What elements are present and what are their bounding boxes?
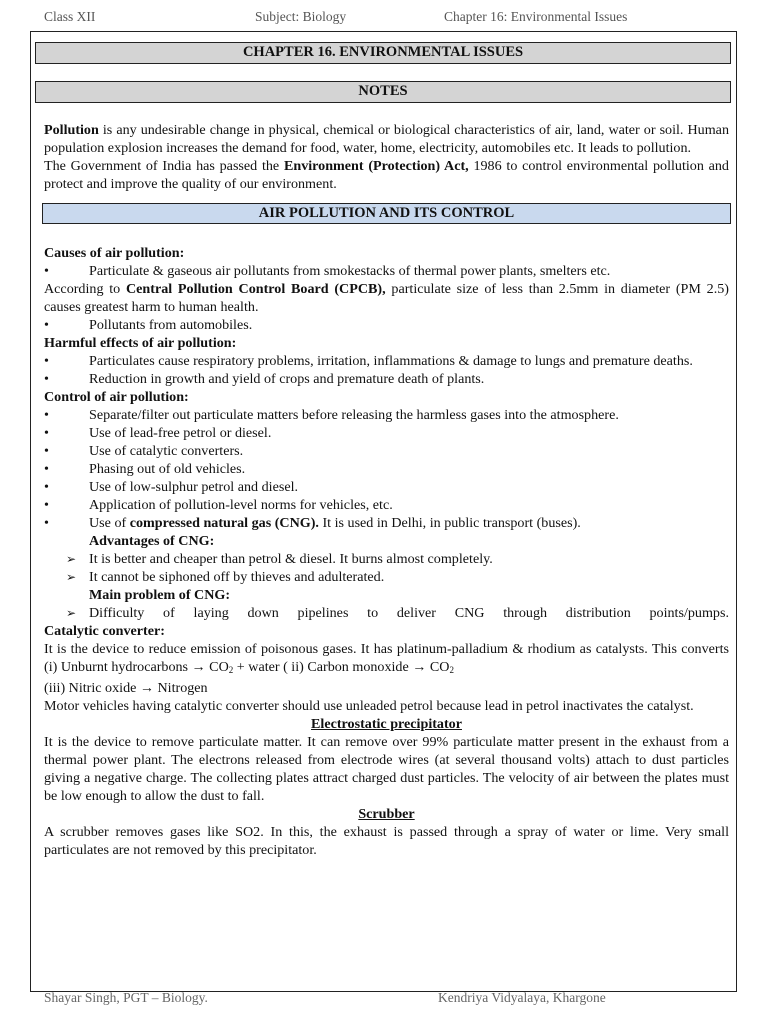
list-item: • Use of compressed natural gas (CNG). It is used in Delhi, in public transport (buses). <box>44 515 581 531</box>
harmful-effects-heading: Harmful effects of air pollution: <box>44 335 237 351</box>
list-item: • Phasing out of old vehicles. <box>44 461 246 477</box>
bullet-icon: • <box>44 497 49 513</box>
electrostatic-precipitator-text: It is the device to remove particulate matter. It can remove over 99% particulate matter present in the exhaust from a thermal power plant. The electrons released from electrode wires (at several thousand volts) attach to dust particles giving a negative charge. The collecting plates attract charged dust particles. The velocity of air between the plates must be low enough to allow the dust to fall. <box>44 734 729 804</box>
list-item: ➢ It cannot be siphoned off by thieves and adulterated. <box>66 569 385 585</box>
bullet-icon: • <box>44 263 49 279</box>
bullet-icon: • <box>44 371 49 387</box>
footer-school: Kendriya Vidyalaya, Khargone <box>438 990 606 1005</box>
list-item: • Application of pollution-level norms for vehicles, etc. <box>44 497 393 513</box>
list-item: • Use of lead-free petrol or diesel. <box>44 425 272 441</box>
list-item: • Particulate & gaseous air pollutants from smokestacks of thermal power plants, smelters etc. <box>44 263 611 279</box>
list-item: ➢ Difficulty of laying down pipelines to deliver CNG through distribution points/pumps. <box>66 605 729 621</box>
bullet-icon: • <box>44 353 49 369</box>
nitric-oxide-line: (iii) Nitric oxide → Nitrogen <box>44 680 208 696</box>
pollution-term: Pollution <box>44 122 99 138</box>
control-heading: Control of air pollution: <box>44 389 189 405</box>
catalytic-converter-text: It is the device to reduce emission of poisonous gases. It has platinum-palladium & rhodium as catalysts. This converts (i) Unburnt hydrocarbons → $CO_2$ + water ( ii) Carbon monoxide → $CO_2$ <box>44 641 729 675</box>
bullet-icon: • <box>44 479 49 495</box>
header-subject: Subject: Biology <box>255 9 347 24</box>
list-item: • Use of catalytic converters. <box>44 443 244 459</box>
bullet-icon: • <box>44 425 49 441</box>
scrubber-heading: Scrubber <box>358 806 415 822</box>
catalytic-converter-heading: Catalytic converter: <box>44 623 165 639</box>
header-class: Class XII <box>44 9 96 24</box>
list-item: • Separate/filter out particulate matters before releasing the harmless gases into the atmosphere. <box>44 407 619 423</box>
electrostatic-precipitator-heading: Electrostatic precipitator <box>311 716 462 732</box>
bullet-icon: • <box>44 443 49 459</box>
bullet-icon: • <box>44 461 49 477</box>
cng-problem-heading: Main problem of CNG: <box>89 587 231 603</box>
page-header <box>0 9 768 27</box>
page-footer <box>0 990 768 1008</box>
header-chapter: Chapter 16: Environmental Issues <box>444 9 628 24</box>
list-item: • Pollutants from automobiles. <box>44 317 253 333</box>
arrow-bullet-icon: ➢ <box>66 606 77 620</box>
footer-author: Shayar Singh, PGT – Biology. <box>44 990 208 1005</box>
pollution-definition: Pollution is any undesirable change in physical, chemical or biological characteristics of air, land, water or soil. Human population explosion increases the demand for food, water, home, electricity, automobiles etc. It leads to pollution. <box>44 122 729 156</box>
notes-label: NOTES <box>35 81 731 103</box>
notes-content <box>44 121 729 859</box>
chapter-title: CHAPTER 16. ENVIRONMENTAL ISSUES <box>35 42 731 64</box>
bullet-icon: • <box>44 515 49 531</box>
cng-advantages-heading: Advantages of CNG: <box>89 533 215 549</box>
environment-act-paragraph: The Government of India has passed the Environment (Protection) Act, 1986 to control environmental pollution and protect and improve the quality of our environment. <box>44 158 729 192</box>
list-item: • Reduction in growth and yield of crops and premature death of plants. <box>44 371 485 387</box>
list-item: • Particulates cause respiratory problems, irritation, inflammations & damage to lungs and premature deaths. <box>44 353 693 369</box>
bullet-icon: • <box>44 317 49 333</box>
list-item: • Use of low-sulphur petrol and diesel. <box>44 479 299 495</box>
list-item: ➢ It is better and cheaper than petrol & diesel. It burns almost completely. <box>66 551 493 567</box>
unleaded-petrol-note: Motor vehicles having catalytic converter should use unleaded petrol because lead in petrol inactivates the catalyst. <box>44 698 694 714</box>
arrow-bullet-icon: ➢ <box>66 570 77 584</box>
air-pollution-section-title: AIR POLLUTION AND ITS CONTROL <box>42 203 731 224</box>
arrow-bullet-icon: ➢ <box>66 552 77 566</box>
scrubber-text: A scrubber removes gases like SO2. In this, the exhaust is passed through a spray of water or lime. Very small particulates are not removed by this precipitator. <box>44 824 729 858</box>
bullet-icon: • <box>44 407 49 423</box>
cpcb-paragraph: According to Central Pollution Control Board (CPCB), particulate size of less than 2.5mm in diameter (PM 2.5) causes greatest harm to human health. <box>44 281 729 315</box>
causes-heading: Causes of air pollution: <box>44 245 185 261</box>
